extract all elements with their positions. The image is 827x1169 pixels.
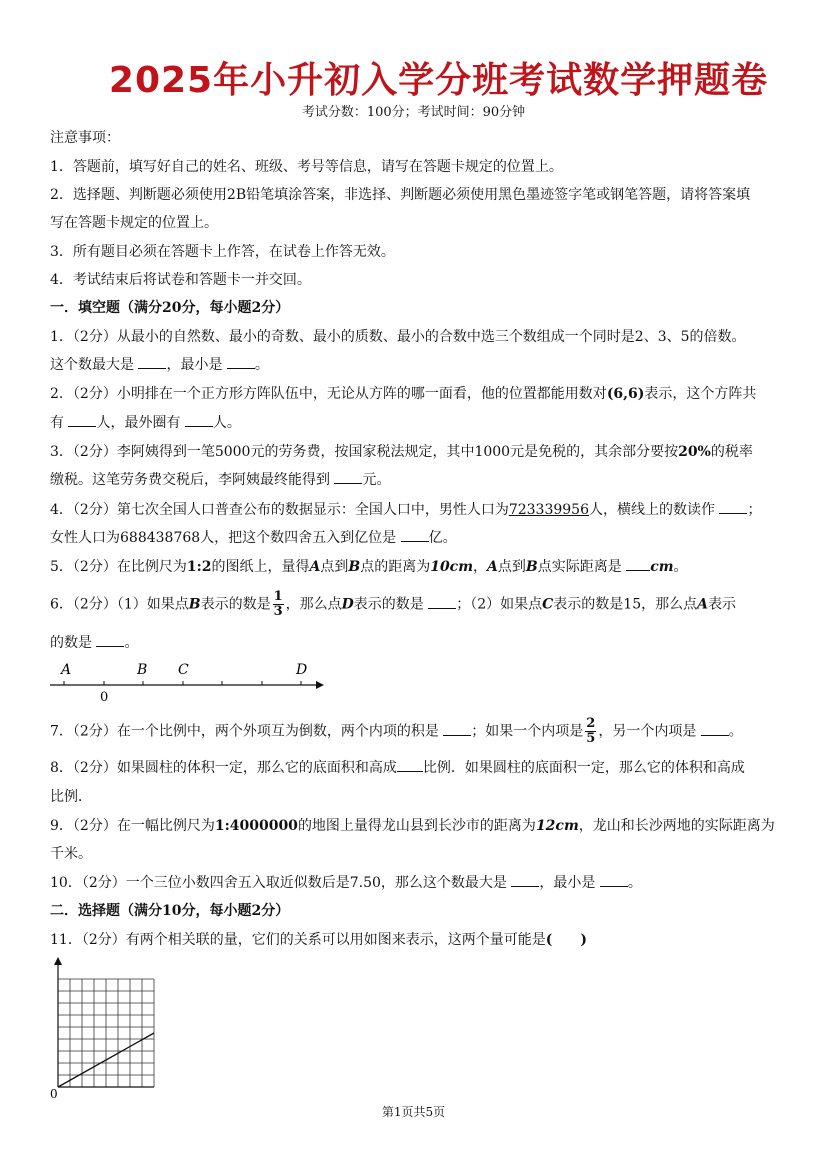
answer-blank[interactable] <box>428 594 456 609</box>
q2-text: 表示，这个方阵共 <box>644 386 757 402</box>
q7-text: 。 <box>728 723 743 740</box>
question-4-line-1 <box>50 499 783 521</box>
question-3-line-1 <box>50 441 783 463</box>
q6-text: 。 <box>124 635 139 651</box>
answer-blank[interactable] <box>511 872 539 887</box>
q9-scale: 1:4000000 <box>214 818 298 834</box>
answer-blank[interactable] <box>397 757 423 772</box>
q3-text: 3．（2分）李阿姨得到一笔5000元的劳务费，按国家税法规定，其中1000元是免税的，其余部分要按 <box>50 444 679 460</box>
label-d: D <box>296 662 308 678</box>
q6-point: B <box>188 596 201 613</box>
answer-blank[interactable] <box>96 632 124 647</box>
note-1-text: 1．答题前，填写好自己的姓名、班级、考号等信息，请写在答题卡规定的位置上。 <box>50 159 563 175</box>
q6-point: A <box>697 596 708 613</box>
q2-text: 2．（2分）小明排在一个正方形方阵队伍中，无论从方阵的哪一面看，他的位置都能用数对 <box>50 386 607 402</box>
q4-text: 人，横线上的数读作 <box>588 502 715 518</box>
page-title: 2025年小升初入学分班考试数学押题卷 <box>108 60 769 101</box>
question-1-line-2 <box>50 354 783 376</box>
q2-text: 有 <box>50 415 64 431</box>
q6-text: 表示的数是15，那么点 <box>553 596 698 613</box>
answer-paren[interactable]: ( ) <box>545 932 587 948</box>
q7-text: ；如果一个内项是 <box>471 723 584 740</box>
q5-point: A <box>309 559 321 575</box>
answer-blank[interactable] <box>626 556 650 571</box>
q2-text: 人。 <box>212 415 241 431</box>
question-9-line-2: 千米。 <box>50 846 92 862</box>
answer-blank[interactable] <box>227 354 255 369</box>
question-11 <box>50 929 783 951</box>
q6-point: C <box>542 596 554 613</box>
fraction-denominator: 5 <box>586 731 596 746</box>
question-5 <box>50 556 783 578</box>
fraction-two-fifths <box>585 717 596 746</box>
notes-heading: 注意事项： <box>50 130 120 146</box>
q9-text: ，龙山和长沙两地的实际距离为 <box>578 818 775 834</box>
fraction-one-third <box>273 590 284 619</box>
answer-blank[interactable] <box>68 412 96 427</box>
q10-text: 。 <box>627 875 642 891</box>
q6-point: D <box>341 596 354 613</box>
y-axis-arrow <box>54 957 62 965</box>
q11-text: 11．（2分）有两个相关联的量，它们的关系可以用如图来表示，这两个量可能是 <box>50 932 546 948</box>
question-1-line-1: 1．（2分）从最小的自然数、最小的奇数、最小的质数、最小的合数中选三个数组成一个同时是2、3、5的倍数。 <box>50 329 746 345</box>
q6-text: 6．（2分）（1）如果点 <box>50 596 189 613</box>
answer-blank[interactable] <box>443 721 471 736</box>
q5-text: ， <box>473 559 488 575</box>
question-3-line-2 <box>50 469 783 491</box>
q6-text: 的数是 <box>50 635 92 651</box>
q5-text: 点到 <box>497 559 526 575</box>
note-2a: 2．选择题、判断题必须使用2B铅笔填涂答案，非选择、判断题必须使用黑色墨迹签字笔或钢笔答题，请将答案填 <box>50 187 751 203</box>
page-footer: 第1页共5页 <box>381 1105 446 1119</box>
q7-text: 7．（2分）在一个比例中，两个外项互为倒数，两个内项的积是 <box>50 723 439 740</box>
section-fill-blank-heading: 一．填空题（满分20分，每小题2分） <box>50 300 290 316</box>
q10-text: ，最小是 <box>539 875 596 891</box>
q5-text: 5．（2分）在比例尺为 <box>50 559 187 575</box>
q3-percent: 20% <box>678 444 711 460</box>
q9-text: 的地图上量得龙山县到长沙市的距离为 <box>297 818 536 834</box>
q4-text: 女性人口为688438768人，把这个数四舍五入到亿位是 <box>50 530 397 546</box>
q3-text: 元。 <box>362 472 391 488</box>
q5-point: B <box>525 559 538 575</box>
q1-text: 。 <box>254 357 269 373</box>
q5-unit: cm <box>650 559 674 575</box>
question-6-line-2 <box>50 632 783 654</box>
question-6-line-1 <box>50 590 783 619</box>
grid-graph-figure <box>44 955 164 1100</box>
q3-text: 的税率 <box>710 444 753 460</box>
question-2-line-1 <box>50 383 783 405</box>
q7-text: ，另一个内项是 <box>598 723 697 740</box>
q5-text: 点实际距离是 <box>537 559 622 575</box>
answer-blank[interactable] <box>185 412 213 427</box>
fraction-denominator: 3 <box>273 604 283 619</box>
answer-blank[interactable] <box>138 354 166 369</box>
question-8-line-2: 比例． <box>50 789 92 805</box>
q2-text: 人，最外圈有 <box>96 415 181 431</box>
q2-pair: (6,6) <box>606 386 645 402</box>
answer-blank[interactable] <box>701 721 729 736</box>
answer-blank[interactable] <box>334 469 362 484</box>
origin-label: 0 <box>50 1087 58 1100</box>
q6-text: 表示的数是 <box>200 596 271 613</box>
grid <box>58 979 154 1087</box>
question-8-line-1 <box>50 757 783 779</box>
question-9-line-1 <box>50 815 783 837</box>
q5-point: A <box>487 559 498 575</box>
q5-text: 点的距离为 <box>360 559 431 575</box>
q5-ratio: 1:2 <box>186 559 212 575</box>
q1-text: ，最小是 <box>166 357 223 373</box>
fraction-numerator: 2 <box>586 716 596 731</box>
number-line-arrow <box>316 681 324 689</box>
fraction-numerator: 1 <box>273 589 283 604</box>
label-b: B <box>137 662 148 678</box>
q9-distance: 12cm <box>535 818 579 834</box>
number-line-figure <box>44 655 334 705</box>
q5-text: 点到 <box>320 559 349 575</box>
q6-text: ；（2）如果点 <box>456 596 543 613</box>
q8-text: 8．（2分）如果圆柱的体积一定，那么它的底面积和高成 <box>50 760 397 776</box>
q5-text: 。 <box>673 559 688 575</box>
answer-blank[interactable] <box>600 872 628 887</box>
label-c: C <box>178 662 189 678</box>
section-choice-heading: 二．选择题（满分10分，每小题2分） <box>50 903 290 919</box>
note-2b: 写在答题卡规定的位置上。 <box>50 215 218 231</box>
question-7 <box>50 717 783 746</box>
note-4: 4．考试结束后将试卷和答题卡一并交回。 <box>50 272 311 288</box>
exam-info: 考试分数：100分；考试时间：90分钟 <box>301 105 526 120</box>
q8-text: 比例．如果圆柱的底面积一定，那么它的体积和高成 <box>422 760 745 776</box>
question-2-line-2 <box>50 412 783 434</box>
question-4-line-2 <box>50 527 783 549</box>
label-zero: 0 <box>100 690 109 705</box>
note-1 <box>50 156 783 178</box>
label-a: A <box>61 662 72 678</box>
question-10 <box>50 872 783 894</box>
answer-blank[interactable] <box>719 499 747 514</box>
q1-text: 这个数最大是 <box>50 357 134 373</box>
q5-point: B <box>348 559 361 575</box>
q9-text: 9．（2分）在一幅比例尺为 <box>50 818 215 834</box>
answer-blank[interactable] <box>401 527 429 542</box>
q4-underlined-number: 723339956 <box>508 502 589 518</box>
q6-text: 表示 <box>708 596 736 613</box>
q3-text: 缴税。这笔劳务费交税后，李阿姨最终能得到 <box>50 472 330 488</box>
note-3: 3．所有题目必须在答题卡上作答，在试卷上作答无效。 <box>50 244 395 260</box>
q6-text: 表示的数是 <box>353 596 424 613</box>
q4-text: 亿。 <box>428 530 457 546</box>
q5-distance: 10cm <box>430 559 474 575</box>
q10-text: 10．（2分）一个三位小数四舍五入取近似数后是7.50，那么这个数最大是 <box>50 875 507 891</box>
q6-text: ，那么点 <box>285 596 342 613</box>
q4-text: 4．（2分）第七次全国人口普查公布的数据显示：全国人口中，男性人口为 <box>50 502 509 518</box>
q4-text: ； <box>747 502 762 518</box>
q5-text: 的图纸上，量得 <box>211 559 310 575</box>
